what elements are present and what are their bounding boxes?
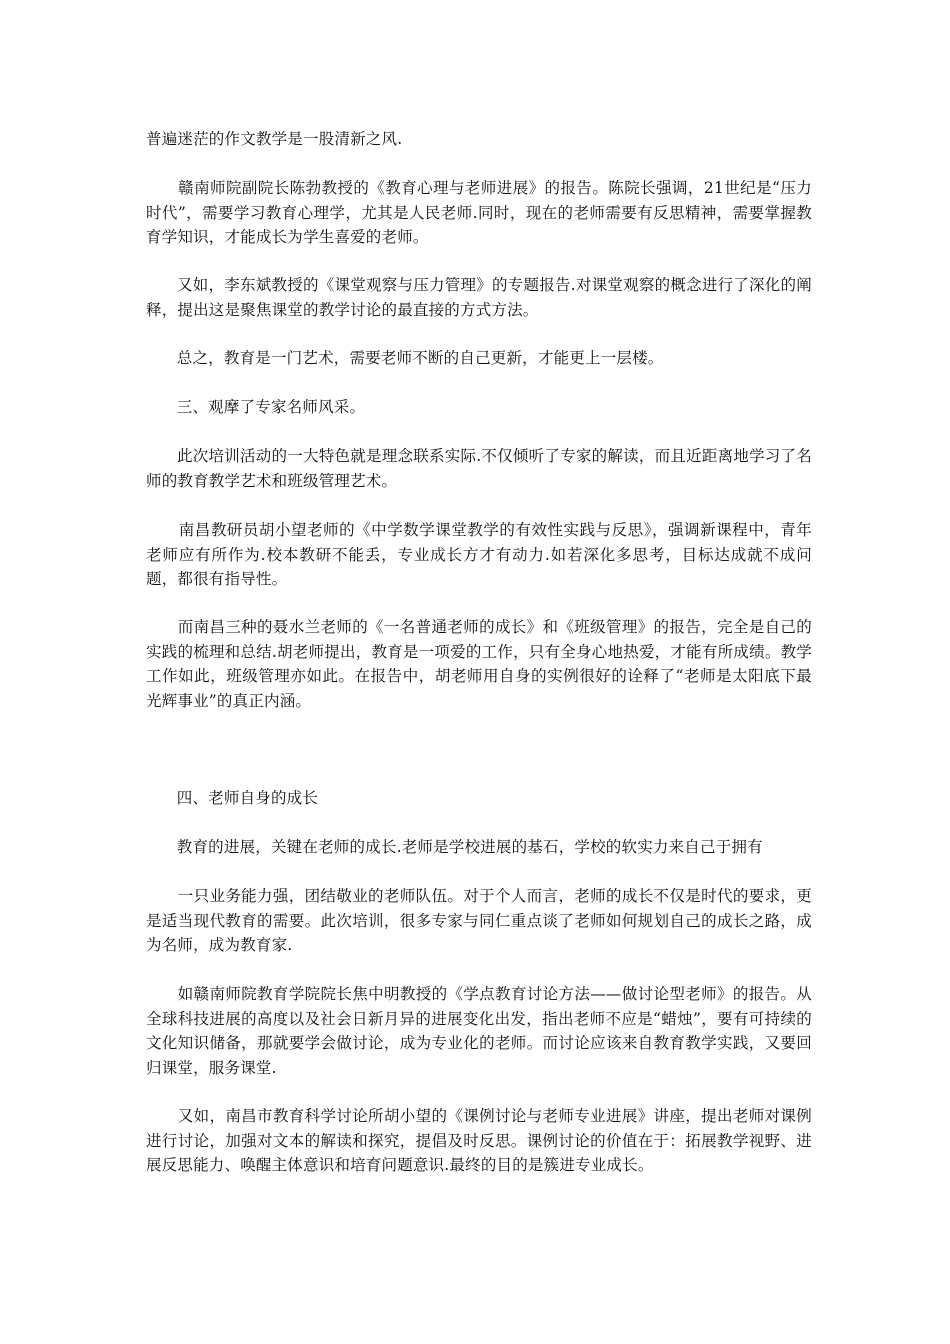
paragraph: 此次培训活动的一大特色就是理念联系实际.不仅倾听了专家的解读，而且近距离地学习了名师的教育教学艺术和班级管理艺术。 [146, 447, 812, 490]
paragraph: 总之，教育是一门艺术，需要老师不断的自己更新，才能更上一层楼。 [146, 349, 664, 367]
paragraph: 又如，南昌市教育科学讨论所胡小望的《课例讨论与老师专业进展》讲座，提出老师对课例进行讨论，加强对文本的解读和探究，提倡及时反思。课例讨论的价值在于：拓展教学视野、进展反思能力、唤醒主体意识和培育问题意识.最终的目的是簇进专业成长。 [146, 1107, 812, 1174]
section-heading: 四、老师自身的成长 [146, 789, 319, 807]
paragraph: 普遍迷茫的作文教学是一股清新之风. [146, 130, 403, 148]
paragraph: 南昌教研员胡小望老师的《中学数学课堂教学的有效性实践与反思》，强调新课程中，青年老师应有所作为.校本教研不能丢，专业成长方才有动力.如若深化多思考，目标达成就不成问题，都很有指导性。 [146, 521, 812, 588]
paragraph: 一只业务能力强，团结敬业的老师队伍。对于个人而言，老师的成长不仅是时代的要求，更是适当现代教育的需要。此次培训，很多专家与同仁重点谈了老师如何规划自己的成长之路，成为名师，成为教育家. [146, 887, 812, 954]
paragraph: 而南昌三种的聂水兰老师的《一名普通老师的成长》和《班级管理》的报告，完全是自己的实践的梳理和总结.胡老师提出，教育是一项爱的工作，只有全身心地热爱，才能有所成绩。教学工作如此，班级管理亦如此。在报告中，胡老师用自身的实例很好的诠释了“老师是太阳底下最光辉事业”的真正内涵。 [146, 618, 812, 710]
section-heading: 三、观摩了专家名师风采。 [146, 398, 366, 416]
paragraph: 如赣南师院教育学院院长焦中明教授的《学点教育讨论方法——做讨论型老师》的报告。从全球科技进展的高度以及社会日新月异的进展变化出发，指出老师不应是“蜡烛”，要有可持续的文化知识储备，那就要学会做讨论，成为专业化的老师。而讨论应该来自教育教学实践，又要回归课堂，服务课堂. [146, 985, 812, 1077]
paragraph: 又如，李东斌教授的《课堂观察与压力管理》的专题报告.对课堂观察的概念进行了深化的阐释，提出这是聚焦课堂的教学讨论的最直接的方式方法。 [146, 276, 812, 319]
paragraph: 赣南师院副院长陈勃教授的《教育心理与老师进展》的报告。陈院长强调，21世纪是“压力时代”，需要学习教育心理学，尤其是人民老师.同时，现在的老师需要有反思精神，需要掌握教育学知识，才能成长为学生喜爱的老师。 [146, 179, 812, 246]
paragraph: 教育的进展，关键在老师的成长.老师是学校进展的基石，学校的软实力来自己于拥有 [146, 838, 763, 856]
